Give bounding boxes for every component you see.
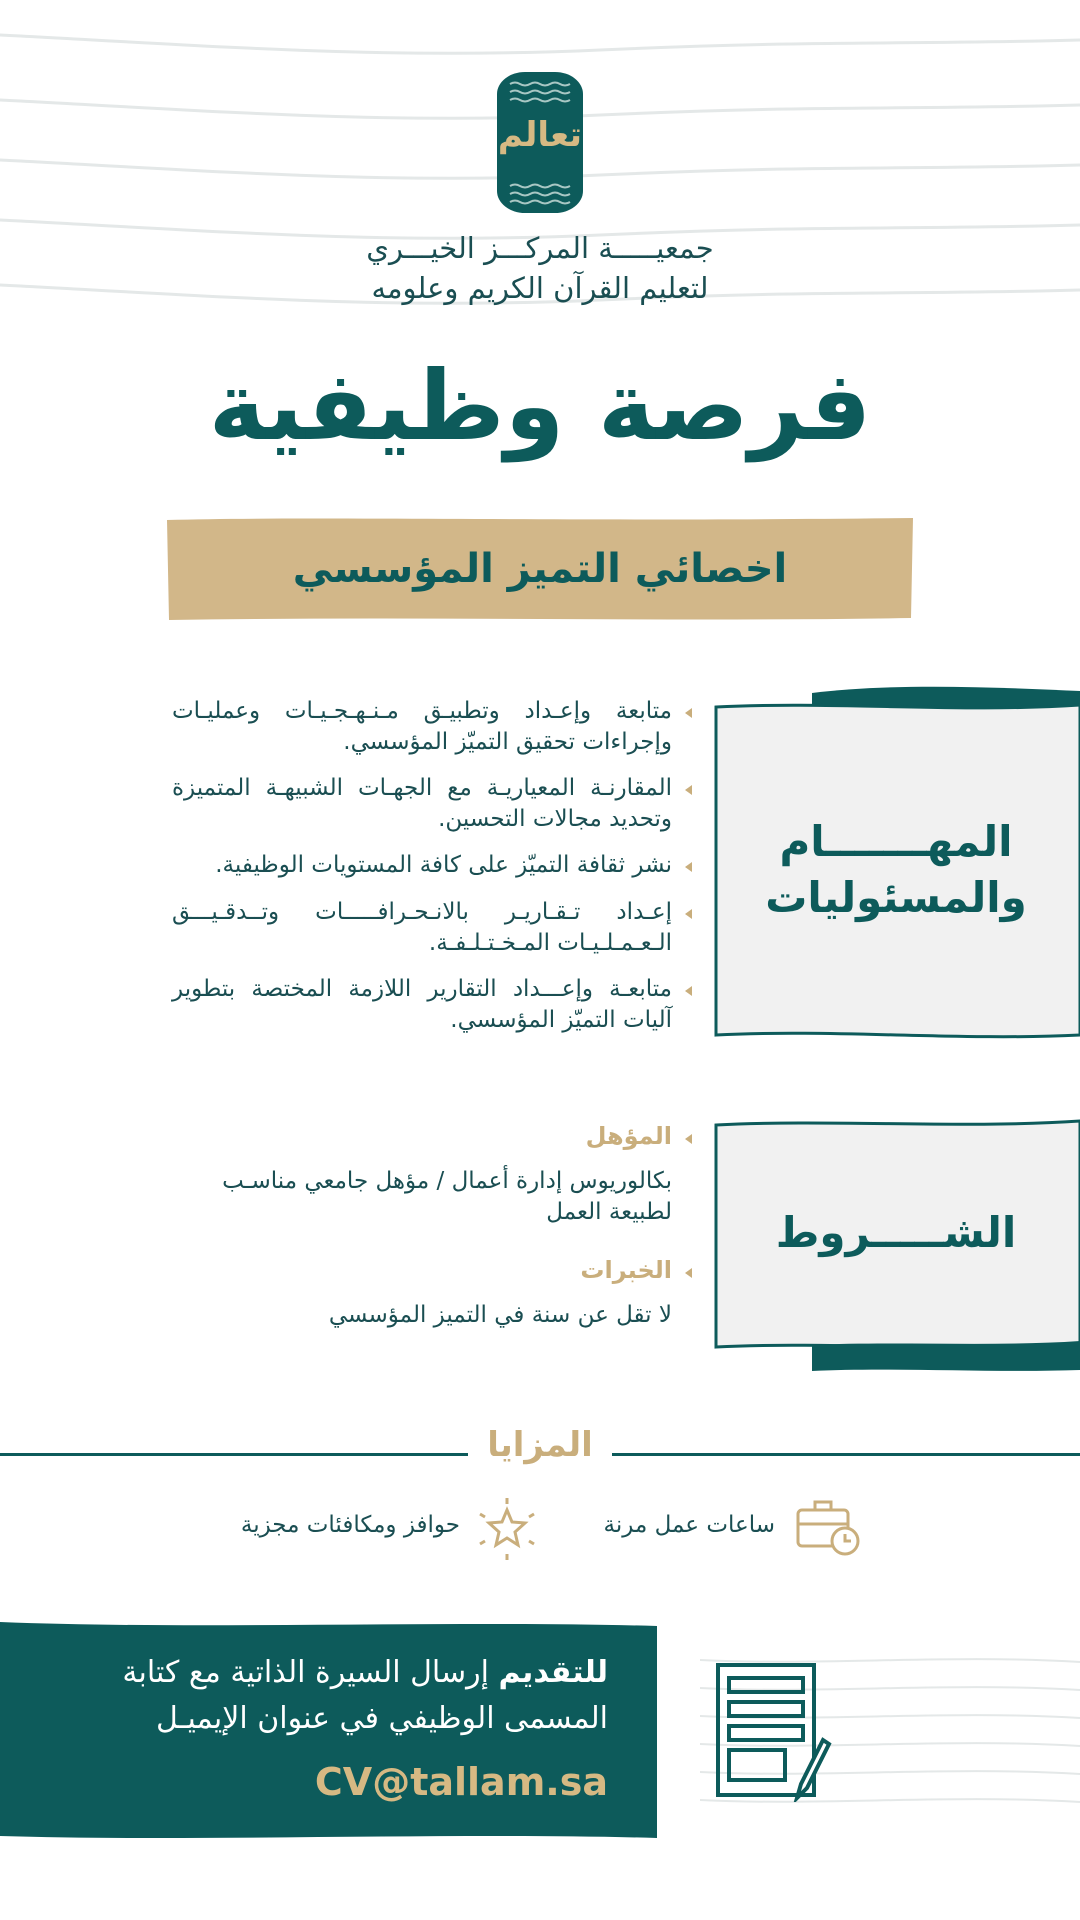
briefcase-clock-icon xyxy=(795,1496,863,1558)
apply-line2: المسمى الوظيفي في عنوان الإيميـل xyxy=(155,1701,608,1736)
task-item: متابعـة وإعـــداد التقارير اللازمة المختصة بتطوير آليات التميّز المؤسسي. xyxy=(172,974,672,1036)
apply-email-link[interactable]: CV@tallam.sa xyxy=(314,1760,608,1804)
organization-name xyxy=(0,228,1080,308)
bullet-icon xyxy=(685,909,692,919)
bullet-icon xyxy=(685,708,692,718)
experience-text: لا تقل عن سنة في التميز المؤسسي xyxy=(328,1302,672,1328)
organization-name-line1: جمعيـــــة المركـــز الخيـــري xyxy=(366,231,714,265)
apply-lead: للتقديم xyxy=(498,1655,608,1690)
star-burst-icon xyxy=(474,1496,540,1562)
task-item: نشر ثقافة التميّز على كافة المستويات الوظيفية. xyxy=(172,850,672,881)
apply-line1-rest: إرسال السيرة الذاتية مع كتابة xyxy=(122,1655,489,1690)
qualification-text: بكالوريوس إدارة أعمال / مؤهل جامعي مناسـب لطبيعة العمل xyxy=(222,1168,672,1225)
benefits-title: المزايا xyxy=(487,1425,593,1465)
bullet-icon xyxy=(685,785,692,795)
cv-document-icon xyxy=(715,1662,835,1802)
bullet-icon xyxy=(685,1268,692,1278)
bullet-icon xyxy=(685,1134,692,1144)
experience-heading: الخبرات xyxy=(580,1256,672,1284)
role-title: اخصائي التميز المؤسسي xyxy=(292,546,788,592)
requirements-label: الشـــــروط xyxy=(775,1207,1017,1257)
task-item: إعـداد تـقـاريـر بالانـحـرافـــــات وتــدقـيـــق الـعـمـلـيـات المـخـتـلـفـة. xyxy=(172,897,672,959)
apply-line1 xyxy=(48,1650,608,1696)
logo-wordmark: تعالم xyxy=(497,115,583,155)
tasks-label: المهـــــــام والمسئوليات xyxy=(765,817,1027,922)
organization-logo xyxy=(495,70,585,215)
task-item: متابعة وإعـداد وتطبيـق مـنـهـجـيـات وعمليـات وإجراءات تحقيق التميّز المؤسسي. xyxy=(172,696,672,758)
task-item: المقارنـة المعياريـة مع الجهـات الشبيهـة المتميزة وتحديد مجالات التحسين. xyxy=(172,773,672,835)
bullet-icon xyxy=(685,862,692,872)
organization-name-line2: لتعليم القرآن الكريم وعلومه xyxy=(371,271,709,305)
bullet-icon xyxy=(685,986,692,996)
apply-instructions xyxy=(48,1650,608,1742)
benefit-incentives: حوافز ومكافئات مجزية xyxy=(240,1512,460,1538)
qualification-heading: المؤهل xyxy=(586,1122,672,1150)
benefit-flexible-hours: ساعات عمل مرنة xyxy=(603,1512,775,1538)
page-title: فرصة وظيفية xyxy=(208,350,872,462)
